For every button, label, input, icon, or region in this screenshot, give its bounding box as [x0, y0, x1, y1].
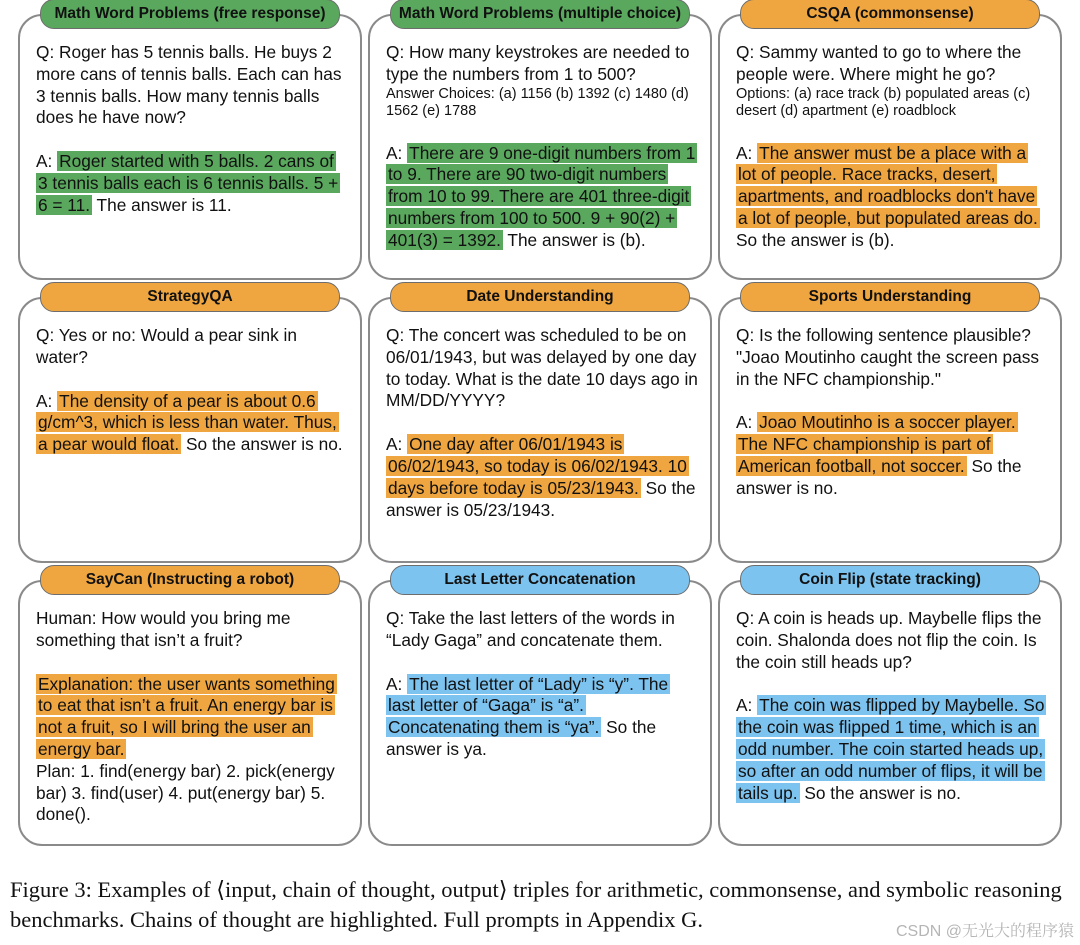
example-card: [368, 571, 712, 846]
card-body: [386, 325, 698, 521]
final-answer: So the answer is no.: [181, 434, 343, 455]
answer-choices: Options: (a) race track (b) populated areas (c) desert (d) apartment (e) roadblock: [736, 85, 1031, 120]
answer-paragraph: [36, 674, 348, 761]
answer-prefix: A:: [36, 151, 58, 172]
example-card: [718, 5, 1062, 280]
example-card: [368, 288, 712, 563]
answer-paragraph: [36, 391, 348, 456]
card-title: Math Word Problems (multiple choice): [390, 0, 690, 29]
card-title: Last Letter Concatenation: [390, 565, 690, 595]
answer-prefix: A:: [386, 673, 408, 694]
answer-paragraph: [386, 434, 698, 521]
chain-of-thought-highlight: One day after 06/01/1943 is 06/02/1943, so today is 06/02/1943. 10 days before today is 05/23/1943.: [388, 434, 687, 498]
answer-choices: Answer Choices: (a) 1156 (b) 1392 (c) 1480 (d) 1562 (e) 1788: [386, 85, 689, 120]
example-card: [18, 571, 362, 846]
example-card: [718, 571, 1062, 846]
example-card: [18, 288, 362, 563]
answer-prefix: A:: [736, 695, 758, 716]
final-answer: So the answer is (b).: [736, 229, 895, 250]
card-body: [736, 325, 1048, 500]
final-answer: The answer is 11.: [92, 194, 232, 215]
card-title: Date Understanding: [390, 282, 690, 312]
chain-of-thought-highlight: There are 9 one-digit numbers from 1 to 9. There are 90 two-digit numbers from 10 to 99. There are 401 three-digit numbers from 100 to 500. 9 + 90(2) + 401(3) = 1392.: [388, 142, 696, 250]
example-card: [368, 5, 712, 280]
card-body: [386, 608, 698, 761]
chain-of-thought-highlight: Joao Moutinho is a soccer player. The NFC championship is part of American football, not soccer.: [738, 412, 1016, 476]
card-body: [36, 608, 348, 826]
question-text: Q: Roger has 5 tennis balls. He buys 2 more cans of tennis balls. Each can has 3 tennis balls. How many tennis balls does he have now?: [36, 42, 342, 128]
example-card: [718, 288, 1062, 563]
answer-prefix: A:: [736, 142, 758, 163]
card-body: [36, 42, 348, 217]
final-answer: So the answer is ya.: [386, 717, 657, 759]
card-body: [36, 325, 348, 456]
answer-prefix: A:: [386, 434, 408, 455]
question-text: Human: How would you bring me something that isn’t a fruit?: [36, 608, 291, 650]
final-answer: So the answer is no.: [736, 455, 1022, 498]
figure-caption: Figure 3: Examples of ⟨input, chain of thought, output⟩ triples for arithmetic, commonsense, and symbolic reasoning benchmarks. Chains of thought are highlighted. Full prompts in Appendix G.: [10, 877, 1062, 932]
answer-paragraph: [386, 674, 698, 761]
answer-prefix: A:: [736, 412, 758, 433]
card-title: StrategyQA: [40, 282, 340, 312]
chain-of-thought-highlight: Roger started with 5 balls. 2 cans of 3 tennis balls each is 6 tennis balls. 5 + 6 = 11.: [38, 151, 339, 215]
card-body: [736, 42, 1048, 252]
answer-prefix: A:: [386, 142, 408, 163]
question-text: Q: Sammy wanted to go to where the people were. Where might he go?: [736, 42, 1022, 84]
final-answer: So the answer is no.: [799, 782, 961, 803]
question-text: Q: Yes or no: Would a pear sink in water?: [36, 325, 297, 367]
chain-of-thought-highlight: The last letter of “Lady” is “y”. The last letter of “Gaga” is “a”. Concatenating them is “ya”.: [388, 673, 669, 738]
answer-paragraph: [736, 143, 1048, 252]
chain-of-thought-highlight: The coin was flipped by Maybelle. So the coin was flipped 1 time, which is an odd number. The coin started heads up, so after an odd number of flips, it will be tails up.: [738, 695, 1045, 803]
card-title: CSQA (commonsense): [740, 0, 1040, 29]
answer-paragraph: [36, 151, 348, 216]
card-title: Math Word Problems (free response): [40, 0, 340, 29]
question-text: Q: The concert was scheduled to be on 06/01/1943, but was delayed by one day to today. What is the date 10 days ago in MM/DD/YYYY?: [386, 325, 698, 411]
card-title: Sports Understanding: [740, 282, 1040, 312]
answer-prefix: A:: [36, 390, 58, 411]
chain-of-thought-highlight: Explanation: the user wants something to eat that isn’t a fruit. An energy bar is not a fruit, so I will bring the user an energy bar.: [38, 673, 335, 759]
question-text: Q: A coin is heads up. Maybelle flips the coin. Shalonda does not flip the coin. Is the coin still heads up?: [736, 608, 1042, 672]
question-text: Q: How many keystrokes are needed to type the numbers from 1 to 500?: [386, 42, 690, 84]
chain-of-thought-highlight: The answer must be a place with a lot of people. Race tracks, desert, apartments, and roadblocks don't have a lot of people, but populated areas do.: [738, 142, 1038, 228]
card-title: SayCan (Instructing a robot): [40, 565, 340, 595]
final-answer: The answer is (b).: [502, 229, 646, 250]
question-text: Q: Is the following sentence plausible? "Joao Moutinho caught the screen pass in the NFC championship.": [736, 325, 1039, 389]
card-title: Coin Flip (state tracking): [740, 565, 1040, 595]
chain-of-thought-highlight: The density of a pear is about 0.6 g/cm^3, which is less than water. Thus, a pear would float.: [38, 390, 337, 455]
answer-paragraph: [736, 695, 1048, 804]
final-answer: So the answer is 05/23/1943.: [386, 477, 696, 520]
robot-plan: Plan: 1. find(energy bar) 2. pick(energy bar) 3. find(user) 4. put(energy bar) 5. done().: [36, 760, 335, 825]
watermark: CSDN @无光大的程序猿: [895, 923, 1074, 940]
card-body: [736, 608, 1048, 804]
answer-paragraph: [386, 143, 698, 252]
question-text: Q: Take the last letters of the words in “Lady Gaga” and concatenate them.: [386, 608, 675, 650]
example-card: [18, 5, 362, 280]
answer-paragraph: [736, 412, 1048, 499]
card-body: [386, 42, 698, 252]
